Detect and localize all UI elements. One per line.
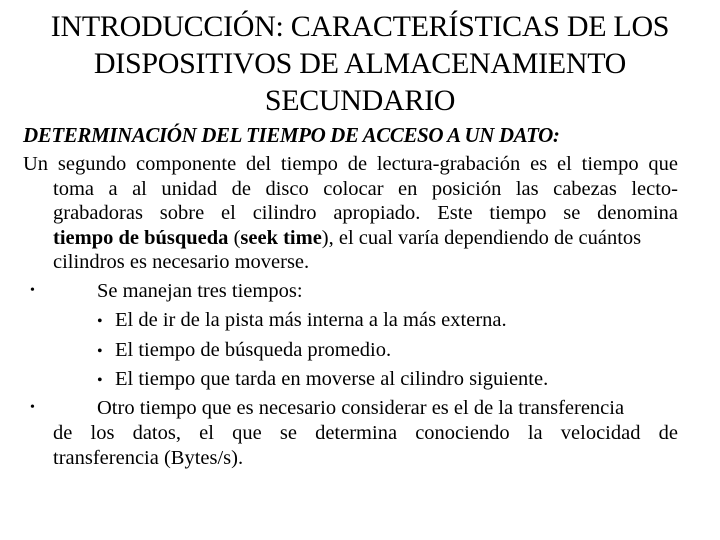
sub-item-text: El tiempo que tarda en moverse al cilindro siguiente. — [115, 368, 549, 390]
sub-item-text: El tiempo de búsqueda promedio. — [115, 339, 392, 361]
paragraph-line-4-mid: ( — [228, 226, 241, 249]
paragraph-line-1: Un segundo componente del tiempo de lectura-grabación es el tiempo que — [23, 153, 678, 175]
term-seek-time-es: tiempo de búsqueda — [53, 226, 229, 249]
paragraph-line-4-rest: ), el cual varía dependiendo de cuántos — [321, 226, 642, 249]
continuation-line-1: de los datos, el que se determina conociendo la velocidad de — [53, 422, 678, 444]
paragraph-line-5: cilindros es necesario moverse. — [53, 251, 310, 273]
sub-item-3 — [97, 367, 548, 394]
title-line-1: INTRODUCCIÓN: CARACTERÍSTICAS DE LOS — [50, 10, 670, 43]
continuation-line-2: transferencia (Bytes/s). — [53, 446, 244, 469]
section-subheading: DETERMINACIÓN DEL TIEMPO DE ACCESO A UN DATO: — [23, 123, 560, 147]
paragraph-line-2: toma a al unidad de disco colocar en posición las cabezas lecto- — [53, 177, 678, 200]
slide-title — [30, 8, 690, 119]
sub-bullet-dot: • — [97, 313, 103, 330]
term-seek-time-en: seek time — [240, 226, 322, 249]
bullet-text: Se manejan tres tiempos: — [97, 280, 303, 302]
sub-item-1 — [97, 308, 507, 335]
sub-item-2 — [97, 338, 391, 365]
title-line-3: SECUNDARIO — [264, 84, 456, 117]
bullet-dot: • — [30, 400, 35, 415]
bullet-2-continuation — [53, 421, 678, 470]
sub-item-text: El de ir de la pista más interna a la más externa. — [115, 309, 507, 331]
body-paragraph — [23, 152, 678, 275]
bullet-dot: • — [30, 283, 35, 298]
sub-bullet-dot: • — [97, 372, 103, 389]
bullet-text: Otro tiempo que es necesario considerar es el de la transferencia — [97, 397, 625, 419]
sub-bullet-dot: • — [97, 343, 103, 360]
paragraph-line-3: grabadoras sobre el cilindro apropiado. Este tiempo se denomina — [53, 202, 678, 224]
paragraph-line-4 — [23, 226, 678, 251]
title-line-2: DISPOSITIVOS DE ALMACENAMIENTO — [93, 47, 627, 80]
